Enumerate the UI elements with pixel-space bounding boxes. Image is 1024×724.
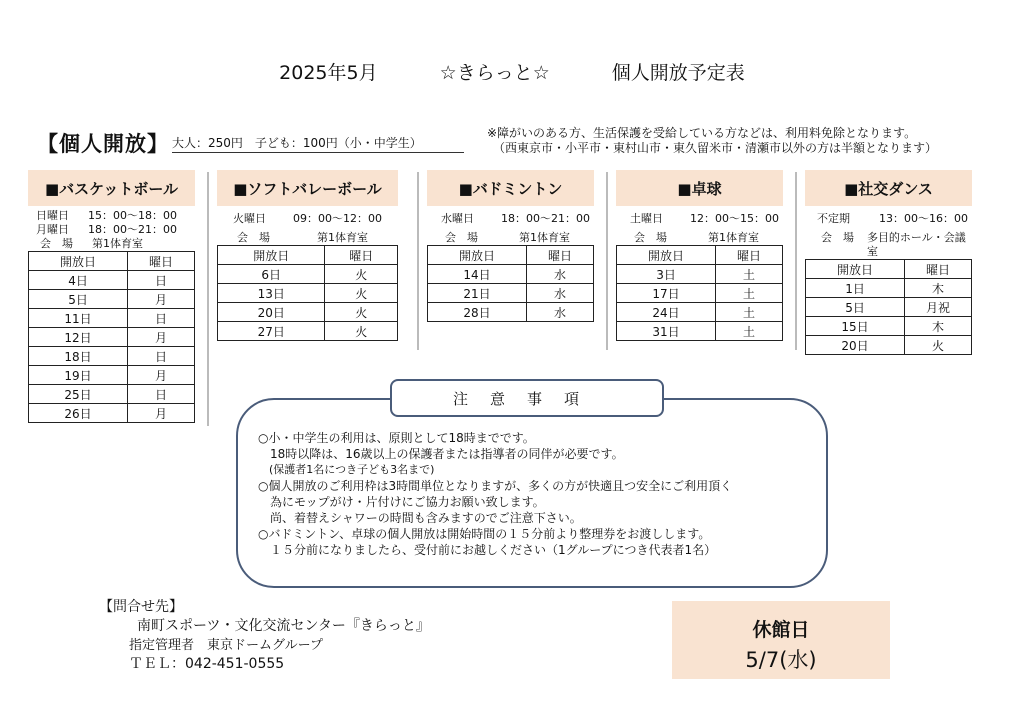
venue-name: 第1体育室 [708, 231, 759, 244]
schedule-day: 土曜日 [630, 212, 663, 225]
schedule-table [28, 251, 195, 423]
sport-header: ■卓球 [616, 170, 783, 206]
closed-day-box [672, 601, 890, 679]
table-row [29, 328, 195, 347]
fee-info: 大人：250円 子ども：100円（小・中学生） [172, 134, 464, 153]
cell-date: 5日 [806, 298, 905, 317]
schedule-table [616, 245, 783, 341]
cell-day: 火 [325, 284, 398, 303]
venue-name: 第1体育室 [317, 231, 368, 244]
table-row [806, 279, 972, 298]
sport-schedule [427, 212, 594, 245]
cell-day: 日 [128, 385, 195, 404]
schedule-time: 15：00～18：00 [88, 209, 177, 222]
table-row [617, 284, 783, 303]
cell-date: 18日 [29, 347, 128, 366]
sport-schedule [616, 212, 783, 245]
schedule-time: 13：00～16：00 [879, 212, 968, 225]
sport-schedule [805, 212, 972, 259]
fee-notice [487, 126, 937, 156]
table-row [428, 303, 594, 322]
table-row [806, 317, 972, 336]
cell-day: 火 [905, 336, 972, 355]
cell-date: 6日 [218, 265, 325, 284]
col-header-date: 開放日 [29, 252, 128, 271]
notes-line: (保護者1名につき子ども3名まで) [258, 463, 435, 476]
cell-day: 水 [527, 303, 594, 322]
table-row [617, 303, 783, 322]
column-divider [606, 172, 608, 350]
column-divider [795, 172, 797, 350]
notes-line: 為にモップがけ・片付けにご協力お願い致します。 [258, 495, 545, 509]
table-row [428, 284, 594, 303]
venue-label: 会 場 [237, 231, 270, 244]
table-row [806, 336, 972, 355]
table-row [806, 298, 972, 317]
cell-date: 13日 [218, 284, 325, 303]
table-row [29, 271, 195, 290]
title-month: 2025年5月 [279, 62, 378, 84]
sport-header: ■バドミントン [427, 170, 594, 206]
schedule-day: 日曜日 [36, 209, 69, 222]
venue-name: 第1体育室 [519, 231, 570, 244]
notes-line: ○小・中学生の利用は、原則として18時までです。 [258, 431, 535, 445]
closed-day-date: 5/7(水) [745, 648, 817, 672]
venue-label: 会 場 [634, 231, 667, 244]
sport-column-softvolleyball [217, 170, 398, 341]
contact-center: 南町スポーツ・文化交流センター『きらっと』 [137, 618, 430, 634]
sport-column-ballroomdance [805, 170, 972, 355]
schedule-day: 月曜日 [36, 223, 69, 236]
venue-name: 第1体育室 [92, 237, 143, 250]
col-header-day: 曜日 [716, 246, 783, 265]
sport-column-basketball [28, 170, 195, 423]
cell-date: 4日 [29, 271, 128, 290]
cell-day: 土 [716, 284, 783, 303]
cell-date: 20日 [806, 336, 905, 355]
cell-day: 水 [527, 265, 594, 284]
notes-body [258, 430, 732, 558]
cell-date: 20日 [218, 303, 325, 322]
venue-label: 会 場 [821, 231, 854, 244]
schedule-time: 18：00～21：00 [501, 212, 590, 225]
table-row [29, 309, 195, 328]
sport-column-tabletennis [616, 170, 783, 341]
notes-line: ○個人開放のご利用枠は3時間単位となりますが、多くの方が快適且つ安全にご利用頂く [258, 479, 733, 493]
sport-schedule [28, 209, 195, 251]
cell-day: 木 [905, 317, 972, 336]
cell-date: 14日 [428, 265, 527, 284]
fee-notice-line1: ※障がいのある方、生活保護を受給している方などは、利用料免除となります。 [487, 126, 917, 140]
cell-date: 3日 [617, 265, 716, 284]
cell-date: 25日 [29, 385, 128, 404]
cell-date: 28日 [428, 303, 527, 322]
cell-day: 木 [905, 279, 972, 298]
title-doc: 個人開放予定表 [611, 62, 745, 84]
cell-date: 1日 [806, 279, 905, 298]
cell-date: 21日 [428, 284, 527, 303]
cell-day: 月 [128, 328, 195, 347]
cell-day: 月 [128, 290, 195, 309]
contact-info [99, 598, 430, 674]
cell-date: 31日 [617, 322, 716, 341]
cell-day: 日 [128, 309, 195, 328]
sport-header: ■バスケットボール [28, 170, 195, 206]
column-divider [207, 172, 209, 426]
cell-date: 5日 [29, 290, 128, 309]
notes-line: ○バドミントン、卓球の個人開放は開始時間の１５分前より整理券をお渡しします。 [258, 527, 711, 541]
schedule-time: 09：00～12：00 [293, 212, 382, 225]
schedule-day: 火曜日 [233, 212, 266, 225]
page-title [0, 58, 1024, 85]
cell-date: 12日 [29, 328, 128, 347]
cell-day: 土 [716, 322, 783, 341]
contact-manager: 指定管理者 東京ドームグループ [129, 638, 323, 653]
col-header-date: 開放日 [428, 246, 527, 265]
notes-line: １５分前になりましたら、受付前にお越しください（1グループにつき代表者1名） [258, 543, 717, 557]
table-row [29, 404, 195, 423]
table-row [29, 366, 195, 385]
table-row [218, 265, 398, 284]
title-facility: ☆きらっと☆ [439, 62, 550, 84]
table-row [218, 303, 398, 322]
sport-schedule [217, 212, 398, 245]
schedule-day: 不定期 [817, 212, 850, 225]
table-row [617, 265, 783, 284]
fee-notice-line2: （西東京市・小平市・東村山市・東久留米市・清瀬市以外の方は半額となります） [493, 141, 938, 155]
cell-day: 日 [128, 347, 195, 366]
column-divider [417, 172, 419, 350]
table-row [428, 265, 594, 284]
venue-name: 多目的ホール・会議室 [866, 231, 966, 258]
sport-header: ■ソフトバレーボール [217, 170, 398, 206]
schedule-time: 12：00～15：00 [690, 212, 779, 225]
schedule-day: 水曜日 [441, 212, 474, 225]
cell-day: 火 [325, 322, 398, 341]
venue-label: 会 場 [40, 237, 73, 250]
cell-date: 19日 [29, 366, 128, 385]
table-row [29, 385, 195, 404]
closed-day-label: 休館日 [752, 619, 810, 641]
sport-header: ■社交ダンス [805, 170, 972, 206]
cell-day: 土 [716, 303, 783, 322]
cell-day: 土 [716, 265, 783, 284]
notes-line: 尚、着替えシャワーの時間も含みますのでご注意下さい。 [258, 511, 582, 525]
col-header-day: 曜日 [527, 246, 594, 265]
cell-day: 月 [128, 404, 195, 423]
notes-title: 注意事項 [390, 379, 664, 417]
schedule-table [217, 245, 398, 341]
col-header-date: 開放日 [806, 260, 905, 279]
schedule-table [805, 259, 972, 355]
cell-day: 火 [325, 265, 398, 284]
cell-date: 17日 [617, 284, 716, 303]
cell-day: 火 [325, 303, 398, 322]
cell-date: 27日 [218, 322, 325, 341]
schedule-table [427, 245, 594, 322]
col-header-day: 曜日 [128, 252, 195, 271]
cell-day: 月祝 [905, 298, 972, 317]
sport-column-badminton [427, 170, 594, 322]
venue-label: 会 場 [445, 231, 478, 244]
table-row [617, 322, 783, 341]
col-header-day: 曜日 [905, 260, 972, 279]
cell-day: 月 [128, 366, 195, 385]
col-header-date: 開放日 [617, 246, 716, 265]
table-row [218, 322, 398, 341]
section-title: 【個人開放】 [37, 132, 169, 156]
table-row [29, 347, 195, 366]
notes-line: 18時以降は、16歳以上の保護者または指導者の同伴が必要です。 [258, 447, 624, 461]
table-row [29, 290, 195, 309]
cell-date: 24日 [617, 303, 716, 322]
table-row [218, 284, 398, 303]
col-header-day: 曜日 [325, 246, 398, 265]
cell-day: 日 [128, 271, 195, 290]
cell-date: 15日 [806, 317, 905, 336]
col-header-date: 開放日 [218, 246, 325, 265]
cell-date: 26日 [29, 404, 128, 423]
schedule-time: 18：00～21：00 [88, 223, 177, 236]
contact-heading: 【問合せ先】 [99, 599, 183, 615]
cell-day: 水 [527, 284, 594, 303]
cell-date: 11日 [29, 309, 128, 328]
contact-tel: ＴＥＬ：042-451-0555 [129, 656, 285, 672]
